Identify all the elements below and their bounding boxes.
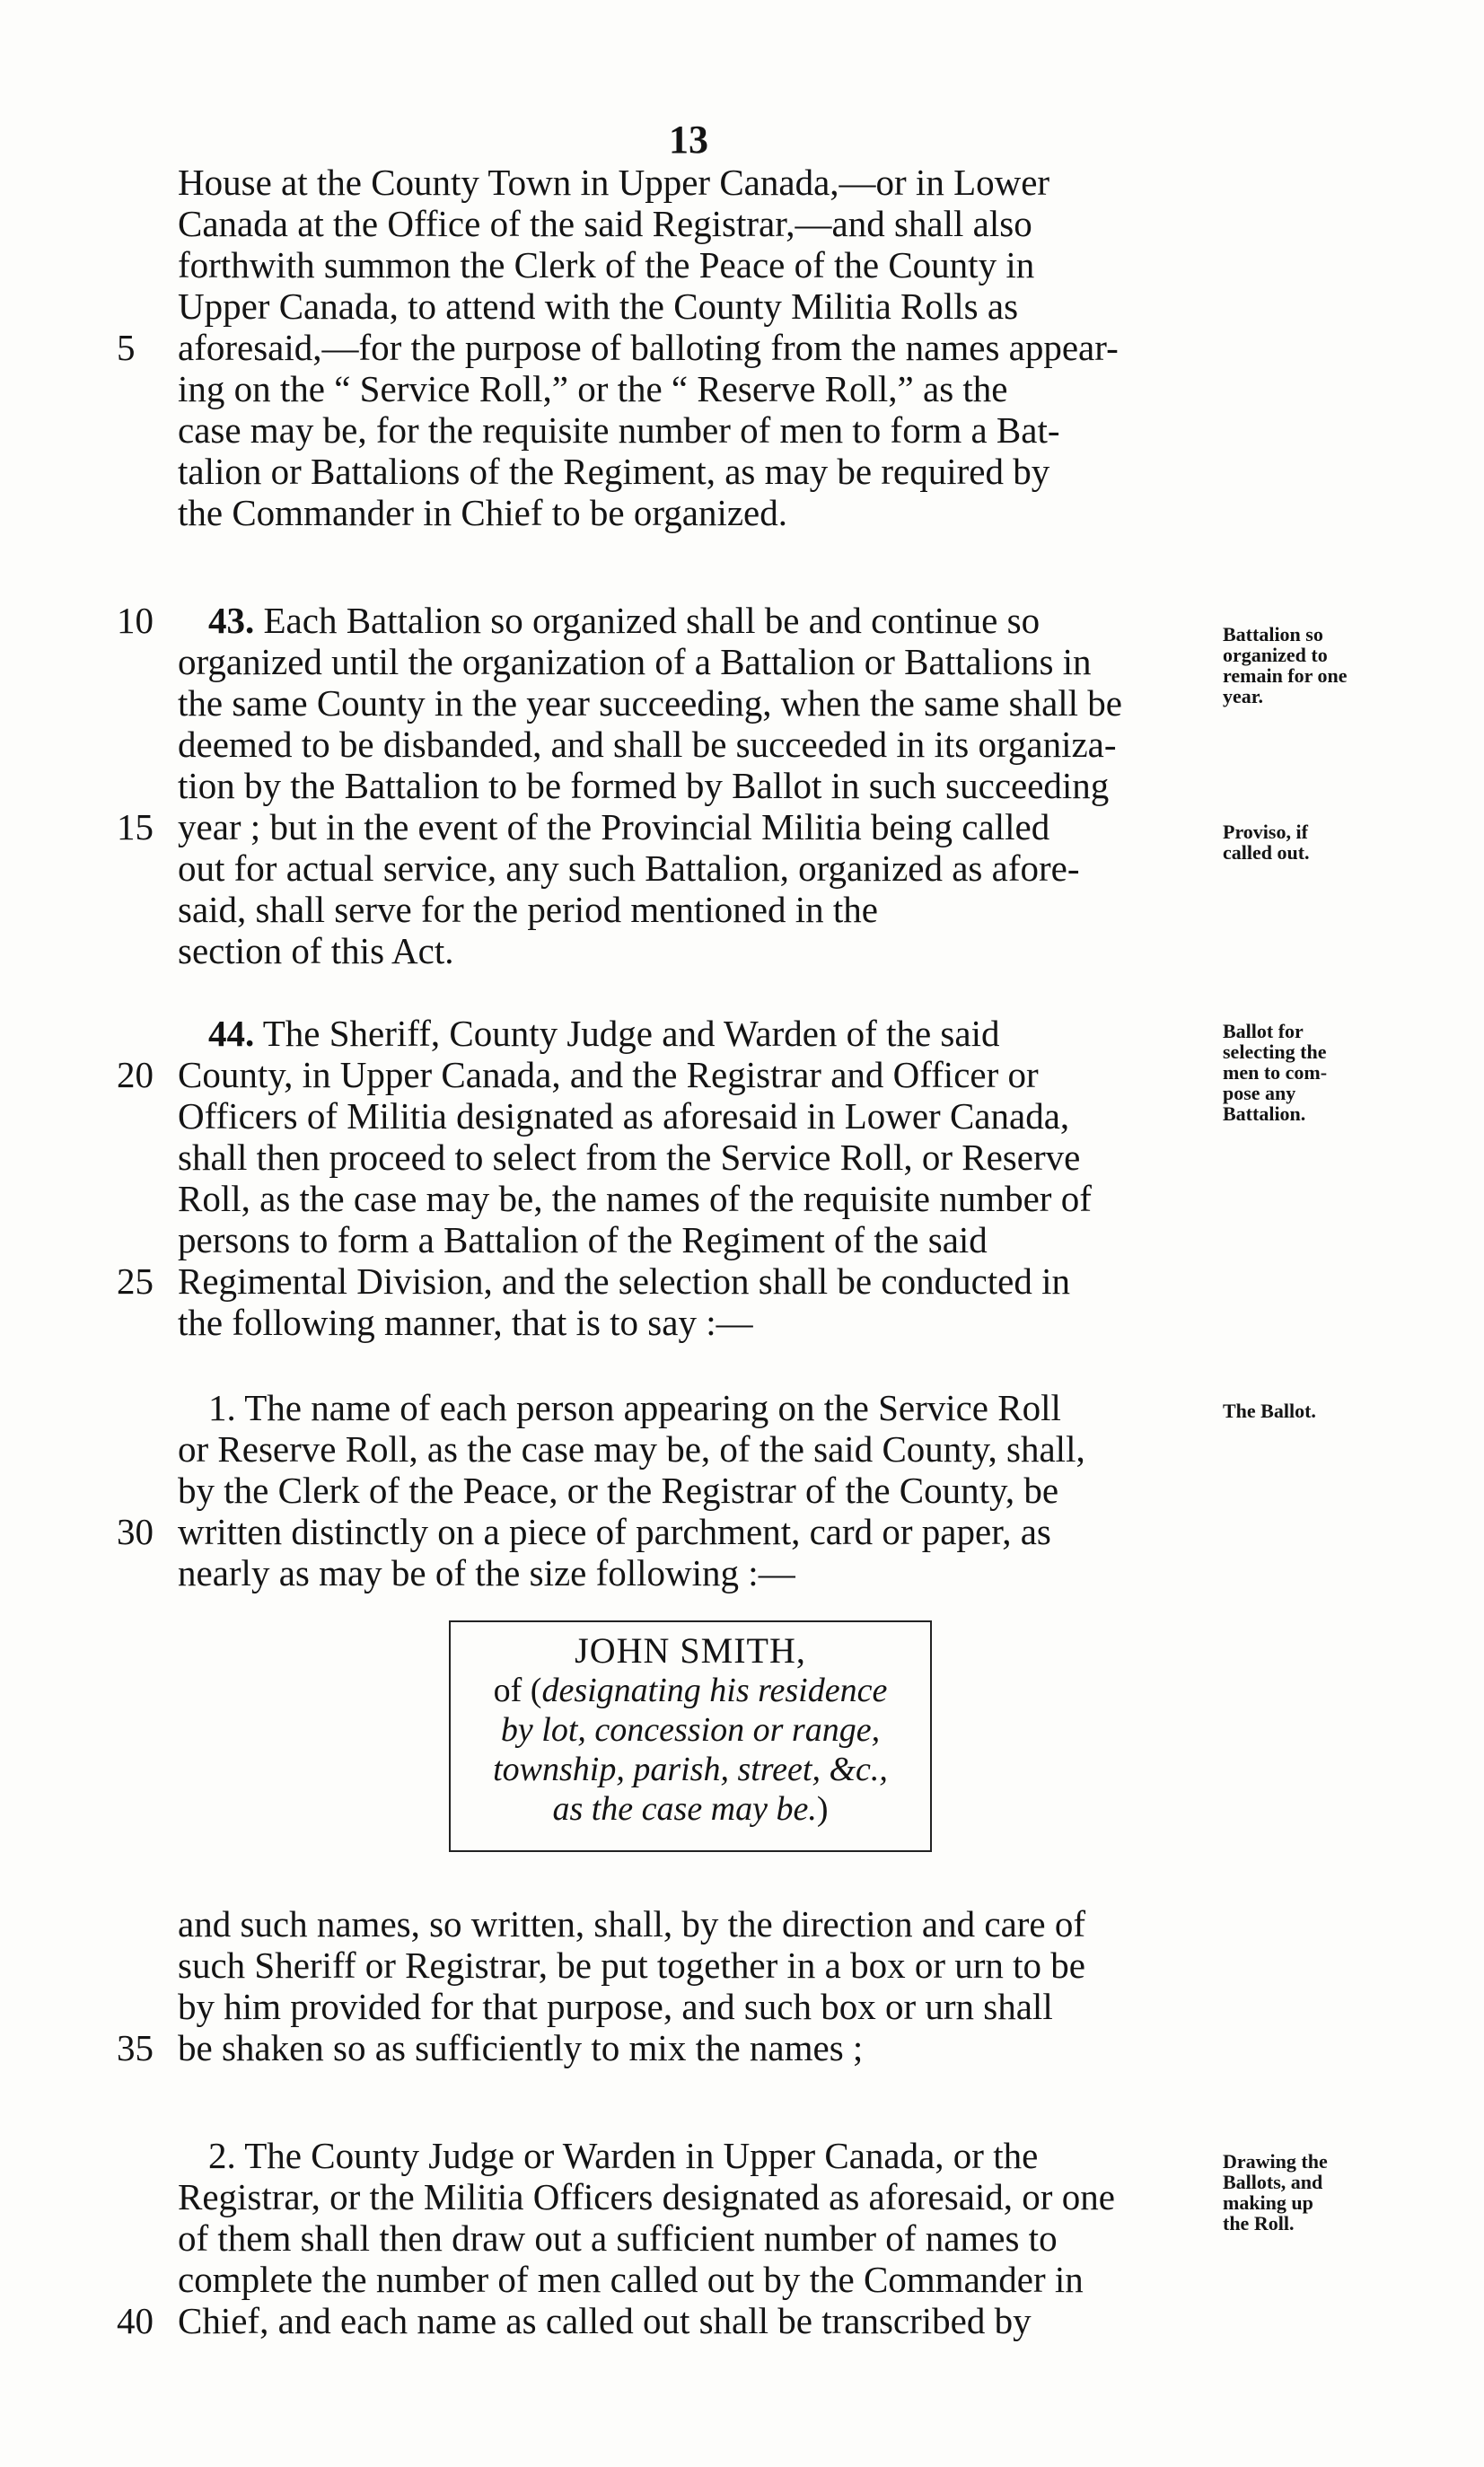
text-line: 1. The name of each person appearing on the Service Roll [208,1387,1061,1428]
margin-note-proviso: Proviso, if called out. [1223,821,1310,864]
section-number: 44. [208,1013,255,1054]
line-number: 15 [117,806,154,847]
text-line: complete the number of men called out by the Commander in [178,2259,1084,2300]
margin-note-battalion: Battalion so organized to remain for one year. [1223,623,1348,707]
text-line: nearly as may be of the size following :— [178,1552,795,1593]
specimen-prefix: of ( [493,1672,542,1709]
text-line: Officers of Militia designated as aforesaid in Lower Canada, [178,1095,1070,1137]
text-line: deemed to be disbanded, and shall be succeeded in its organiza- [178,724,1117,765]
line-number: 35 [117,2027,154,2068]
text-line: written distinctly on a piece of parchment, card or paper, as [178,1511,1051,1552]
text-line: The Sheriff, County Judge and Warden of the said [254,1013,1000,1054]
specimen-line: township, parish, street, &c., [493,1751,888,1788]
text-line: and such names, so written, shall, by the direction and care of [178,1903,1086,1945]
section-number: 43. [208,600,255,641]
text-line: of them shall then draw out a sufficient number of names to [178,2217,1058,2259]
text-line: the following manner, that is to say :— [178,1302,753,1343]
text-line: year ; but in the event of the Provincial Militia being called [178,806,1050,847]
line-number: 20 [117,1054,154,1095]
text-line: Upper Canada, to attend with the County Militia Rolls as [178,285,1019,327]
text-line: be shaken so as sufficiently to mix the names ; [178,2027,864,2068]
text-line: such Sheriff or Registrar, be put together in a box or urn to be [178,1945,1085,1986]
specimen-italic-text: as the case may be. [552,1790,817,1828]
text-line: ing on the “ Service Roll,” or the “ Reserve Roll,” as the [178,368,1008,409]
specimen-suffix: ) [816,1790,829,1828]
text-line: case may be, for the requisite number of men to form a Bat- [178,409,1060,451]
section-43-first-line [208,600,1205,641]
text-line: Each Battalion so organized shall be and continue so [254,600,1041,641]
text-line: said, shall serve for the period mentioned in the [178,889,878,930]
text-line: Roll, as the case may be, the names of the requisite number of [178,1178,1092,1219]
text-line: aforesaid,—for the purpose of balloting from the names appear- [178,327,1119,368]
text-line: shall then proceed to select from the Service Roll, or Reserve [178,1137,1081,1178]
text-line: the same County in the year succeeding, when the same shall be [178,682,1123,724]
line-number: 10 [117,600,154,641]
text-line: talion or Battalions of the Regiment, as may be required by [178,451,1050,492]
margin-note-ballot-selection: Ballot for selecting the men to com- pose any Battalion. [1223,1020,1328,1125]
specimen-line: by lot, concession or range, [500,1711,881,1749]
text-line: the Commander in Chief to be organized. [178,492,787,533]
text-line: House at the County Town in Upper Canada,—or in Lower [178,162,1050,203]
specimen-name: JOHN SMITH, [575,1630,806,1671]
text-line: Registrar, or the Militia Officers designated as aforesaid, or one [178,2176,1115,2217]
line-number: 30 [117,1511,154,1552]
text-line: organized until the organization of a Battalion or Battalions in [178,641,1092,682]
margin-note-drawing: Drawing the Ballots, and making up the Roll. [1223,2150,1328,2234]
text-line: forthwith summon the Clerk of the Peace of the County in [178,244,1035,285]
text-line: out for actual service, any such Battalion, organized as afore- [178,847,1080,889]
text-line: County, in Upper Canada, and the Registrar and Officer or [178,1054,1039,1095]
text-line: by the Clerk of the Peace, or the Registrar of the County, be [178,1470,1059,1511]
specimen-line [451,1671,930,1710]
text-line: persons to form a Battalion of the Regiment of the said [178,1219,988,1260]
ballot-specimen-box [449,1620,932,1852]
text-line: or Reserve Roll, as the case may be, of the said County, shall, [178,1428,1085,1470]
line-number: 40 [117,2300,154,2341]
specimen-italic-text: designating his residence [541,1672,888,1709]
text-line: Canada at the Office of the said Registrar,—and shall also [178,203,1032,244]
specimen-line [451,1789,930,1829]
text-line: by him provided for that purpose, and such box or urn shall [178,1986,1053,2027]
margin-note-the-ballot: The Ballot. [1223,1400,1316,1422]
line-number: 25 [117,1260,154,1302]
text-line: section of this Act. [178,930,454,971]
text-line: Regimental Division, and the selection shall be conducted in [178,1260,1071,1302]
text-line: tion by the Battalion to be formed by Ballot in such succeeding [178,765,1110,806]
page-number: 13 [669,118,708,162]
section-44-first-line [208,1013,1205,1054]
text-line: 2. The County Judge or Warden in Upper Canada, or the [208,2135,1039,2176]
text-line: Chief, and each name as called out shall be transcribed by [178,2300,1032,2341]
line-number: 5 [117,327,136,368]
